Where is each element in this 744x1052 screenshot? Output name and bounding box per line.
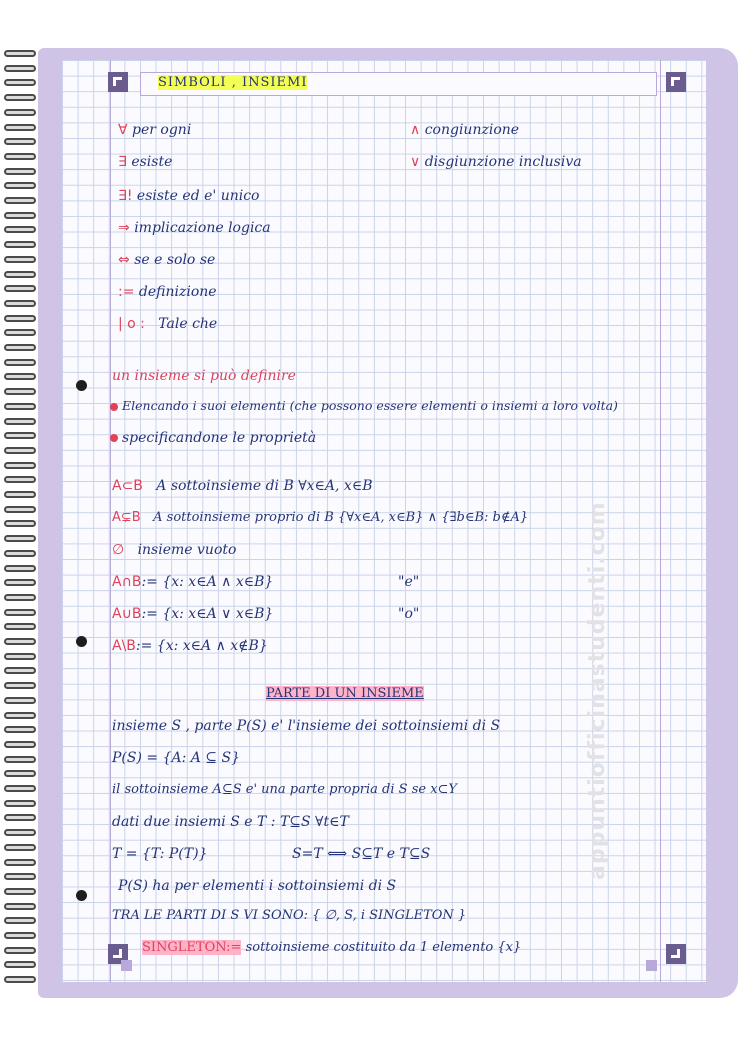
spiral-binding — [0, 50, 40, 1000]
spiral-ring — [4, 94, 36, 101]
symbol-label: implicazione logica — [134, 220, 271, 236]
relation-row — [112, 542, 236, 558]
parte-line: dati due insiemi S e T : T⊆S ∀t∈T — [112, 814, 349, 830]
relation-text: A sottoinsieme proprio di B {∀x∈A, x∈B} ∧ {∃b∈B: b∉A} — [153, 510, 529, 525]
spiral-ring — [4, 241, 36, 248]
bullet-dot — [110, 403, 118, 411]
relation-note: "o" — [398, 606, 420, 622]
relation-row — [112, 510, 528, 525]
symbol-label: disgiunzione inclusiva — [424, 154, 582, 170]
parte-line: T = {T: P(T)} S=T ⟺ S⊆T e T⊆S — [112, 846, 431, 862]
relation-note: "e" — [398, 574, 420, 590]
spiral-ring — [4, 418, 36, 425]
parte-line: P(S) = {A: A ⊆ S} — [112, 750, 240, 766]
spiral-ring — [4, 726, 36, 733]
page-title — [158, 75, 307, 90]
symbol-label: per ogni — [132, 122, 192, 138]
singleton-row — [142, 940, 521, 955]
spiral-ring — [4, 550, 36, 557]
exists-symbol: ∃ — [118, 154, 127, 170]
spiral-ring — [4, 271, 36, 278]
symbol-label: se e solo se — [134, 252, 216, 268]
corner-mark-icon — [108, 72, 128, 92]
relation-text: := {x: x∈A ∨ x∈B} — [141, 606, 274, 622]
spiral-ring — [4, 520, 36, 527]
spiral-ring — [4, 535, 36, 542]
symbol-label: Tale che — [158, 316, 218, 332]
spiral-ring — [4, 432, 36, 439]
parte-heading — [266, 686, 424, 701]
spiral-ring — [4, 565, 36, 572]
binder-hole — [76, 380, 87, 391]
spiral-ring — [4, 197, 36, 204]
spiral-ring — [4, 212, 36, 219]
relation-symbol: A⊊B — [112, 510, 141, 525]
relation-text: := {x: x∈A ∧ x∈B} — [141, 574, 274, 590]
bullet-dot — [110, 434, 118, 442]
symbol-row — [410, 122, 519, 138]
spiral-ring — [4, 388, 36, 395]
forall-symbol: ∀ — [118, 122, 128, 138]
spiral-ring — [4, 300, 36, 307]
spiral-ring — [4, 697, 36, 704]
spiral-ring — [4, 462, 36, 469]
binder-hole — [76, 890, 87, 901]
title-text: SIMBOLI , INSIEMI — [158, 75, 308, 90]
spiral-ring — [4, 976, 36, 983]
symbol-row — [118, 316, 217, 332]
spiral-ring — [4, 226, 36, 233]
spiral-ring — [4, 168, 36, 175]
spiral-ring — [4, 579, 36, 586]
spiral-ring — [4, 373, 36, 380]
symbol-row — [118, 188, 259, 204]
parte-line: TRA LE PARTI DI S VI SONO: { ∅, S, i SINGLETON } — [112, 908, 467, 923]
square-mark-icon — [646, 960, 657, 971]
relation-row — [112, 574, 273, 590]
symbol-label: esiste — [131, 154, 173, 170]
spiral-ring — [4, 961, 36, 968]
spiral-ring — [4, 359, 36, 366]
symbol-row — [118, 220, 271, 236]
relation-symbol: A⊂B — [112, 478, 143, 494]
watermark: appuntiofficinastudenti.com — [585, 501, 610, 880]
symbol-row — [118, 284, 217, 300]
spiral-ring — [4, 667, 36, 674]
singleton-label: SINGLETON:= — [142, 940, 242, 955]
binder-hole — [76, 636, 87, 647]
relation-text: insieme vuoto — [137, 542, 237, 558]
spiral-ring — [4, 153, 36, 160]
spiral-ring — [4, 623, 36, 630]
spiral-ring — [4, 682, 36, 689]
spiral-ring — [4, 888, 36, 895]
spiral-ring — [4, 476, 36, 483]
left-margin-line — [110, 60, 111, 982]
corner-mark-icon — [666, 72, 686, 92]
symbol-row — [118, 122, 191, 138]
definire-heading: un insieme si può definire — [112, 368, 296, 384]
spiral-ring — [4, 756, 36, 763]
and-symbol: ∧ — [410, 122, 421, 138]
spiral-ring — [4, 917, 36, 924]
square-mark-icon — [121, 960, 132, 971]
spiral-ring — [4, 124, 36, 131]
spiral-ring — [4, 741, 36, 748]
relation-row — [112, 638, 268, 654]
relation-row — [112, 478, 372, 494]
spiral-ring — [4, 638, 36, 645]
symbol-label: definizione — [138, 284, 217, 300]
or-symbol: ∨ — [410, 154, 421, 170]
bullet-item — [110, 430, 316, 446]
spiral-ring — [4, 800, 36, 807]
parte-line: il sottoinsieme A⊆S e' una parte propria di S se x⊂Y — [112, 782, 458, 797]
spiral-ring — [4, 609, 36, 616]
spiral-ring — [4, 403, 36, 410]
parte-heading-text: PARTE DI UN INSIEME — [266, 686, 424, 701]
corner-mark-icon — [666, 944, 686, 964]
singleton-text: sottoinsieme costituito da 1 elemento {x} — [245, 940, 522, 955]
iff-symbol: ⇔ — [118, 252, 130, 268]
spiral-ring — [4, 932, 36, 939]
symbol-row — [410, 154, 582, 170]
spiral-ring — [4, 814, 36, 821]
spiral-ring — [4, 947, 36, 954]
spiral-ring — [4, 873, 36, 880]
bullet-text: specificandone le proprietà — [122, 430, 317, 446]
spiral-ring — [4, 65, 36, 72]
symbol-label: esiste ed e' unico — [136, 188, 260, 204]
bullet-text: Elencando i suoi elementi (che possono essere elementi o insiemi a loro volta) — [122, 398, 618, 413]
relation-symbol: A∩B — [112, 574, 142, 590]
spiral-ring — [4, 712, 36, 719]
symbol-label: congiunzione — [424, 122, 520, 138]
definition-symbol: := — [118, 284, 135, 300]
spiral-ring — [4, 506, 36, 513]
spiral-ring — [4, 903, 36, 910]
spiral-ring — [4, 859, 36, 866]
spiral-ring — [4, 447, 36, 454]
spiral-ring — [4, 109, 36, 116]
spiral-ring — [4, 79, 36, 86]
parte-line: insieme S , parte P(S) e' l'insieme dei sottoinsiemi di S — [112, 718, 501, 734]
right-margin-line — [660, 60, 661, 982]
symbol-row — [118, 252, 215, 268]
symbol-row — [118, 154, 172, 170]
spiral-ring — [4, 653, 36, 660]
spiral-ring — [4, 344, 36, 351]
relation-text: := {x: x∈A ∧ x∉B} — [135, 638, 268, 654]
spiral-ring — [4, 844, 36, 851]
bullet-item — [110, 398, 618, 413]
spiral-ring — [4, 329, 36, 336]
spiral-ring — [4, 50, 36, 57]
exists-unique-symbol: ∃! — [118, 188, 133, 204]
such-that-symbol: | o : — [118, 316, 145, 332]
spiral-ring — [4, 138, 36, 145]
spiral-ring — [4, 285, 36, 292]
parte-line: P(S) ha per elementi i sottoinsiemi di S — [118, 878, 397, 894]
relation-symbol: A∪B — [112, 606, 142, 622]
spiral-ring — [4, 594, 36, 601]
spiral-ring — [4, 256, 36, 263]
spiral-ring — [4, 770, 36, 777]
empty-set-symbol: ∅ — [112, 542, 125, 558]
spiral-ring — [4, 785, 36, 792]
relation-symbol: A\B — [112, 638, 136, 654]
implies-symbol: ⇒ — [118, 220, 130, 236]
relation-row — [112, 606, 273, 622]
spiral-ring — [4, 182, 36, 189]
relation-text: A sottoinsieme di B ∀x∈A, x∈B — [156, 478, 373, 494]
spiral-ring — [4, 315, 36, 322]
spiral-ring — [4, 829, 36, 836]
spiral-ring — [4, 491, 36, 498]
